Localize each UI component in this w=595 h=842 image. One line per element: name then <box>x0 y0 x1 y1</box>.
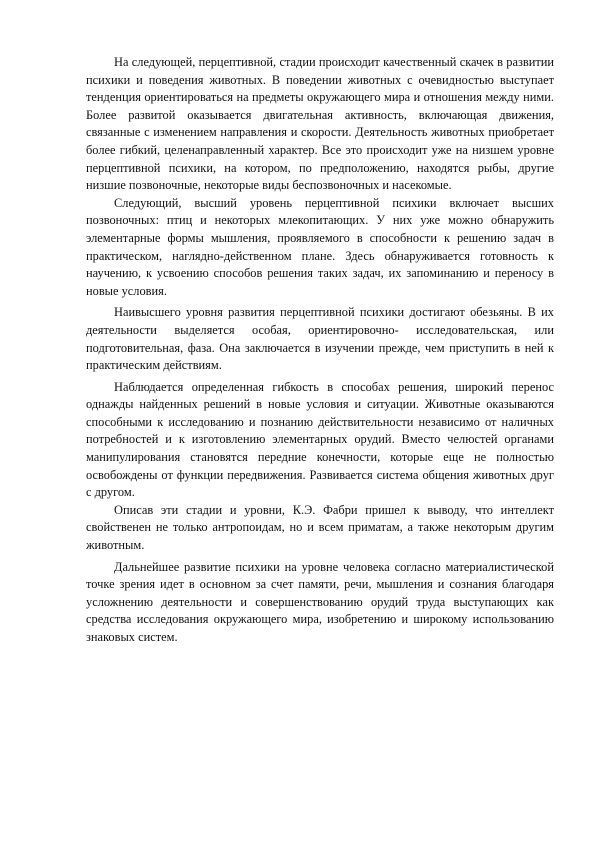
paragraph-apes: Наивысшего уровня развития перцептивной психики достигают обезьяны. В их деятельности выделяется особая, ориентировочно- исследовательская, или подготовительная, фаза. Она заключается в изучении прежде, чем приступить в ней к практическим действиям. <box>86 305 554 373</box>
paragraph-flexibility: Наблюдается определенная гибкость в способах решения, широкий перенос однажды найденных решений в новые условия и ситуации. Животные оказываются способными к исследованию и познанию действительности независимо от наличных потребностей и к изготовлению элементарных орудий. Вместо челюстей органами манипулирования становятся передние конечности, которые еще не полностью освобождены от функции передвижения. Развивается система общения животных друг с другом. <box>86 379 554 500</box>
document-page <box>86 54 554 647</box>
paragraph-higher-vertebrates: Следующий, высший уровень перцептивной психики включает высших позвоночных: птиц и некоторых млекопитающих. У них уже можно обнаружить элементарные формы мышления, проявляемого в способности к решению задач в практическом, наглядно-действенном плане. Здесь обнаруживается готовность к научению, к усвоению способов решения таких задач, их запоминанию и переносу в новые условия. <box>86 195 554 298</box>
paragraph-human-development: Дальнейшее развитие психики на уровне человека согласно материалистической точке зрения идет в основном за счет памяти, речи, мышления и сознания благодаря усложнению деятельности и совершенствованию орудий труда выступающих как средства исследования окружающего мира, изобретению и широкому использованию знаковых систем. <box>86 559 554 644</box>
paragraph-fabri-conclusion: Описав эти стадии и уровни, К.Э. Фабри пришел к выводу, что интеллект свойственен не только антропоидам, но и всем приматам, а также некоторым другим животным. <box>86 502 554 553</box>
paragraph-perceptive-stage: На следующей, перцептивной, стадии происходит качественный скачек в развитии психики и поведения животных. В поведении животных с очевидностью выступает тенденция ориентироваться на предметы окружающего мира и отношения между ними. Более развитой оказывается двигательная активность, включающая движения, связанные с изменением направления и скорости. Деятельность животных приобретает более гибкий, целенаправленный характер. Все это происходит уже на низшем уровне перцептивной психики, на котором, по предположению, находятся рыбы, другие низшие позвоночные, некоторые виды беспозвоночных и насекомые. <box>86 55 554 193</box>
